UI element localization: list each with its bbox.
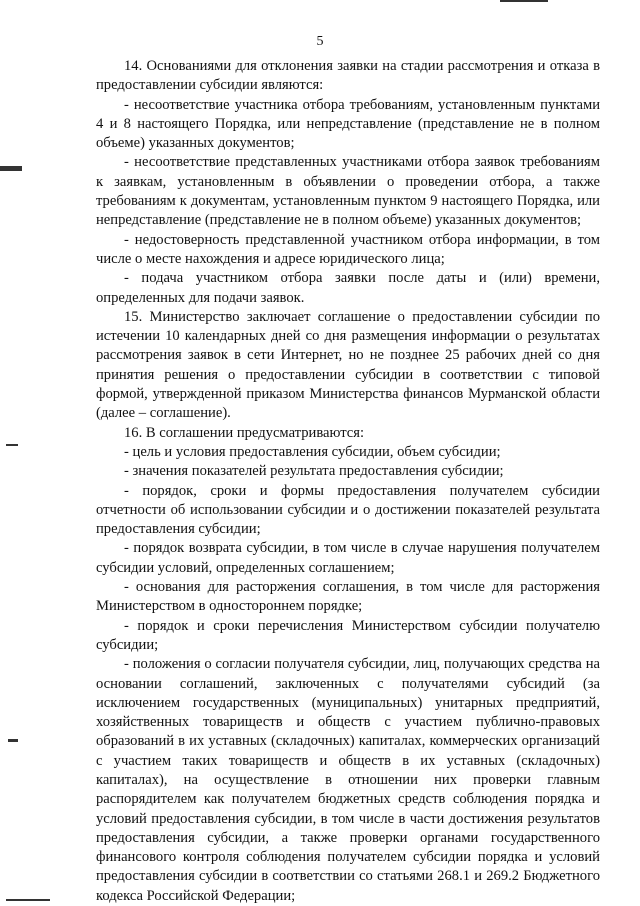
list-item: - цель и условия предоставления субсидии, объем субсидии; [124,443,501,460]
list-item: - недостоверность представленной участником отбора информации, в том числе о месте нахождения и адресе юридического лица; [96,231,600,267]
page-number: 5 [316,34,324,49]
paragraph-14: 14. Основаниями для отклонения заявки на стадии рассмотрения и отказа в предоставлении субсидии являются: [96,58,600,94]
paragraph-16: 16. В соглашении предусматриваются: [124,424,365,441]
list-item: - порядок, сроки и формы предоставления получателем субсидии отчетности об использовании субсидии и о достижении показателей результата предоставления субсидии; [96,482,600,538]
paragraph-15: 15. Министерство заключает соглашение о предоставлении субсидии по истечении 10 календарных дней со дня размещения информации о результатах рассмотрения заявок в сети Интернет, но не позднее 25 рабочих дней со дня принятия решения о предоставлении субсидии в соответствии с типовой формой, утвержденной приказом Министерства финансов Мурманской области (далее – соглашение). [96,308,600,422]
scan-mark [8,739,18,742]
list-item: - порядок и сроки перечисления Министерством субсидии получателю субсидии; [96,617,600,653]
document-body [96,57,600,906]
list-item: - подача участником отбора заявки после даты и (или) времени, определенных для подачи заявок. [96,270,600,306]
scan-mark [6,444,18,446]
list-item: - порядок возврата субсидии, в том числе в случае нарушения получателем субсидии условий, определенных соглашением; [96,540,600,576]
scan-mark [500,0,548,2]
list-item: - основания для расторжения соглашения, в том числе для расторжения Министерством в одностороннем порядке; [96,579,600,615]
scan-mark [0,166,22,171]
scan-mark [6,899,50,901]
list-item: - несоответствие представленных участниками отбора заявок требованиям к заявкам, установленным в объявлении о проведении отбора, а также требованиям к документам, установленным пунктом 9 настоящего Порядка, или непредставление (представление не в полном объеме) указанных документов; [96,154,600,229]
list-item: - положения о согласии получателя субсидии, лиц, получающих средства на основании соглашений, заключенных с получателями субсидий (за исключением государственных (муниципальных) унитарных предприятий, хозяйственных товариществ и обществ с участием публично-правовых образований в их уставных (складочных) капиталах, коммерческих организаций с участием таких товариществ и обществ в их уставных (складочных) капиталах), на осуществление в отношении них проверки главным распорядителем как получателем бюджетных средств соблюдения порядка и условий предоставления субсидии, в том числе в части достижения результатов предоставления субсидии, а также проверки органами государственного финансового контроля соблюдения получателем субсидии порядка и условий предоставления субсидии в соответствии со статьями 268.1 и 269.2 Бюджетного кодекса Российской Федерации; [96,656,600,904]
list-item: - значения показателей результата предоставления субсидии; [124,463,504,480]
list-item: - несоответствие участника отбора требованиям, установленным пунктами 4 и 8 настоящего Порядка, или непредставление (представление не в полном объеме) указанных документов; [96,96,600,152]
